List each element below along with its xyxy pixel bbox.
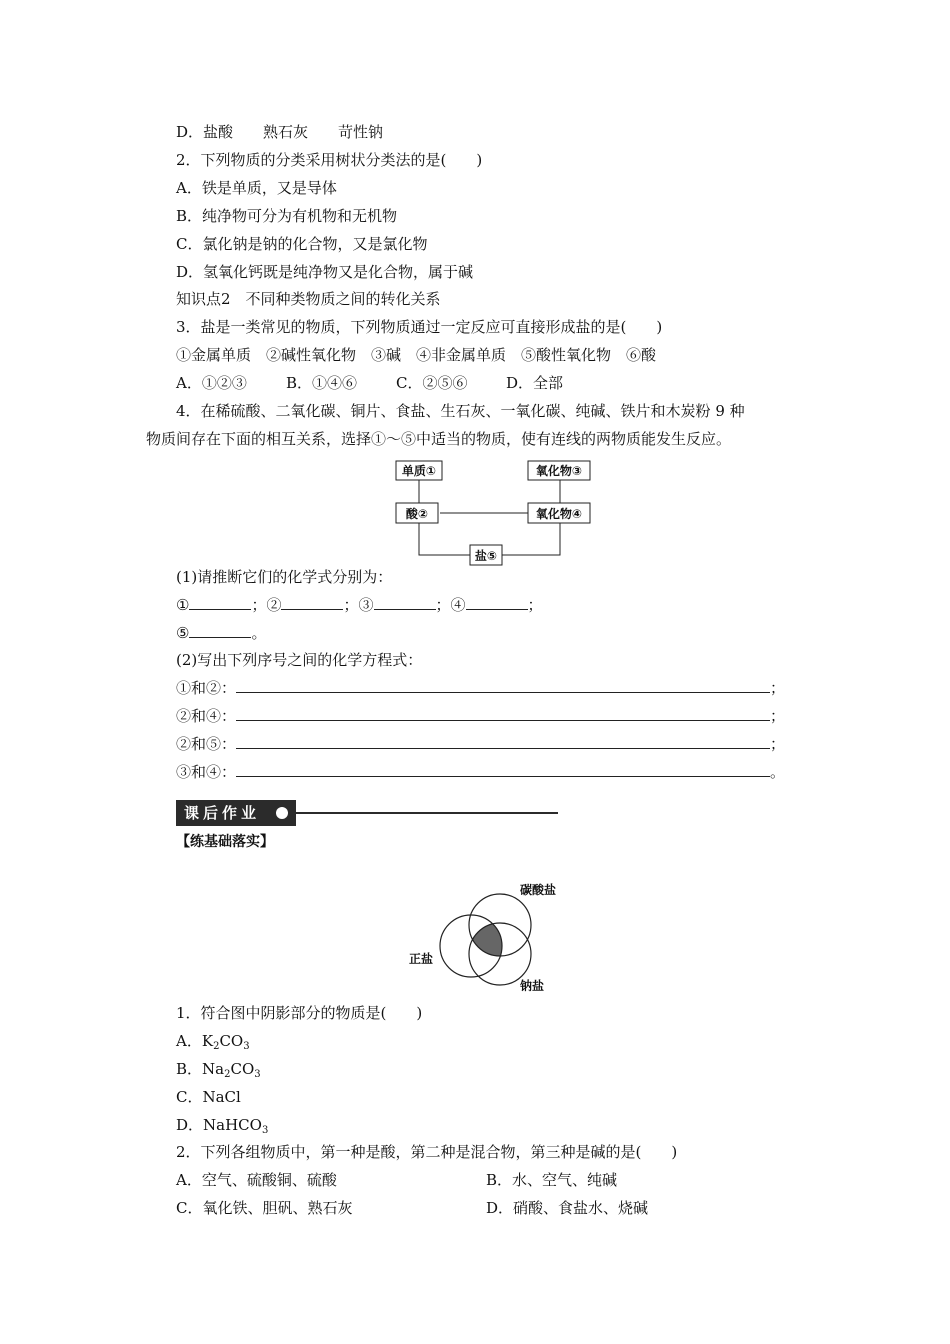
option-prefix: D． [176, 1116, 204, 1134]
q3-stem: 3．盐是一类常见的物质，下列物质通过一定反应可直接形成盐的是( ) [176, 318, 663, 336]
hw-q2-stem: 2．下列各组物质中，第一种是酸，第二种是混合物，第三种是碱的是( ) [176, 1143, 678, 1161]
blank-5[interactable] [189, 623, 251, 638]
venn-diagram [400, 875, 580, 997]
blank-label-5: ⑤ [176, 624, 190, 642]
q4-stem-line2: 物质间存在下面的相互关系，选择①～⑤中适当的物质，使有连线的两物质能发生反应。 [146, 430, 732, 448]
q3-option-a: A．①②③ [176, 374, 247, 392]
blank-1[interactable] [189, 595, 251, 610]
q3-option-b: B．①④⑥ [286, 374, 358, 392]
box-acid-label: 酸② [405, 507, 429, 521]
formula-part: K [201, 1032, 214, 1050]
prev-option-d: D．盐酸 熟石灰 苛性钠 [176, 123, 384, 141]
blank-3[interactable] [374, 595, 436, 610]
sep: ； [770, 679, 786, 697]
subscript: 3 [243, 1041, 250, 1052]
connector-4-5 [502, 523, 560, 555]
box-oxide-4-label: 氧化物④ [535, 507, 583, 521]
box-simple-substance-label: 单质① [401, 464, 437, 478]
q2-option-a: A．铁是单质，又是导体 [176, 179, 337, 197]
q3-option-c: C．②⑤⑥ [396, 374, 468, 392]
hw-q2-option-b: B．水、空气、纯碱 [486, 1171, 618, 1189]
hw-q1-option-c: C．NaCl [176, 1088, 241, 1106]
sep: ； [527, 596, 543, 614]
pair-label: ③和④： [176, 763, 237, 781]
blank-2[interactable] [281, 595, 343, 610]
homework-banner-title: 课后作业 [184, 804, 261, 822]
equation-blank[interactable] [236, 678, 770, 693]
pair-label: ①和②： [176, 679, 237, 697]
q3-items: ①金属单质 ②碱性氧化物 ③碱 ④非金属单质 ⑤酸性氧化物 ⑥酸 [176, 346, 657, 364]
relation-diagram [380, 455, 600, 570]
pair-label: ②和④： [176, 707, 237, 725]
q3-option-d: D．全部 [506, 374, 564, 392]
blank-label-4: ④ [450, 596, 466, 614]
option-prefix: A． [176, 1032, 202, 1050]
equation-row-2-4 [176, 706, 785, 726]
q2-option-d: D．氢氧化钙既是纯净物又是化合物，属于碱 [176, 263, 474, 281]
sub-heading: 【练基础落实】 [176, 834, 274, 850]
venn-label-normal-salt: 正盐 [409, 952, 434, 966]
hw-q1-option-a [176, 1031, 250, 1057]
homework-banner [176, 800, 296, 826]
hw-q2-option-d: D．硝酸、食盐水、烧碱 [486, 1199, 649, 1217]
sep: ； [770, 707, 786, 725]
equation-blank[interactable] [236, 734, 770, 749]
knowledge-point-2-heading: 知识点2 不同种类物质之间的转化关系 [176, 290, 441, 308]
banner-dot-icon [276, 807, 288, 819]
hw-q1-option-d [176, 1115, 268, 1141]
formula-part: Na [202, 1060, 225, 1078]
subscript: 2 [213, 1041, 220, 1052]
formula-part: CO [230, 1060, 255, 1078]
sep: ； [343, 596, 359, 614]
q2-stem: 2．下列物质的分类采用树状分类法的是( ) [176, 151, 483, 169]
connector-2-5 [419, 523, 470, 555]
hw-q2-option-a: A．空气、硫酸铜、硫酸 [176, 1171, 337, 1189]
banner-rule [296, 812, 558, 814]
venn-label-sodium-salt: 钠盐 [520, 979, 545, 993]
equation-row-2-5 [176, 734, 785, 754]
q2-option-c: C．氯化钠是钠的化合物，又是氯化物 [176, 235, 428, 253]
q4-part2: (2)写出下列序号之间的化学方程式： [176, 651, 423, 669]
box-salt-label: 盐⑤ [474, 549, 498, 563]
option-prefix: B． [176, 1060, 203, 1078]
sep: ； [251, 596, 267, 614]
q4-blank-row1 [176, 595, 543, 615]
box-oxide-3-label: 氧化物③ [535, 464, 583, 478]
formula-part: NaHCO [203, 1116, 262, 1134]
sep: ； [435, 596, 451, 614]
hw-q2-option-c: C．氧化铁、胆矾、熟石灰 [176, 1199, 353, 1217]
subscript: 2 [224, 1069, 231, 1080]
blank-4[interactable] [466, 595, 528, 610]
equation-row-1-2 [176, 678, 785, 698]
blank-label-2: ② [266, 596, 282, 614]
hw-q1-option-b [176, 1059, 261, 1085]
equation-row-3-4 [176, 762, 785, 782]
subscript: 3 [261, 1125, 269, 1136]
equation-blank[interactable] [236, 762, 770, 777]
equation-blank[interactable] [236, 706, 770, 721]
blank-label-1: ① [176, 596, 190, 614]
end: 。 [251, 624, 267, 642]
venn-label-carbonate: 碳酸盐 [520, 883, 557, 897]
q4-stem-line1: 4．在稀硫酸、二氧化碳、铜片、食盐、生石灰、一氧化碳、纯碱、铁片和木炭粉 9 种 [176, 402, 745, 420]
q2-option-b: B．纯净物可分为有机物和无机物 [176, 207, 398, 225]
sep: ； [770, 735, 786, 753]
q3-options [176, 373, 563, 393]
subscript: 3 [254, 1069, 261, 1080]
end: 。 [770, 763, 786, 781]
formula-part: CO [219, 1032, 244, 1050]
q4-blank-row2 [176, 623, 266, 643]
pair-label: ②和⑤： [176, 735, 237, 753]
hw-q1-stem: 1．符合图中阴影部分的物质是( ) [176, 1004, 423, 1022]
q4-part1: (1)请推断它们的化学式分别为： [176, 568, 393, 586]
blank-label-3: ③ [358, 596, 374, 614]
